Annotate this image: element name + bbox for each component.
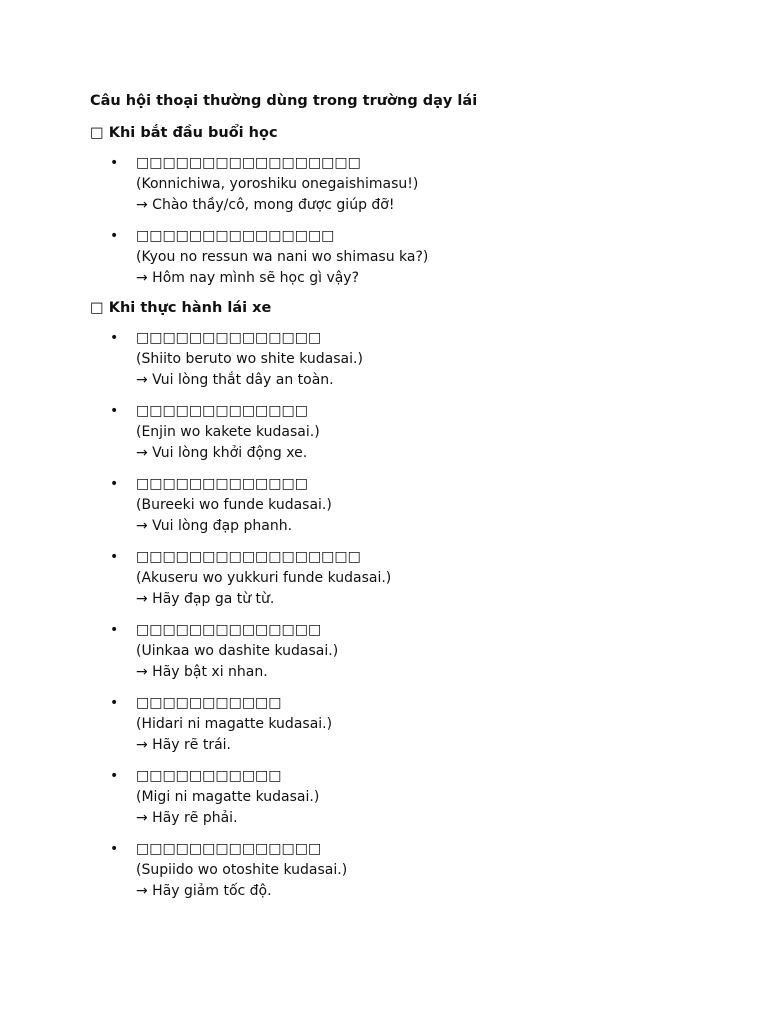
- bullet-icon: •: [110, 403, 119, 419]
- bullet-icon: •: [110, 622, 119, 638]
- japanese-phrase: □□□□□□□□□□□□□□: [136, 622, 322, 638]
- japanese-phrase: □□□□□□□□□□□□□: [136, 403, 308, 419]
- romaji-text: (Kyou no ressun wa nani wo shimasu ka?): [136, 249, 429, 265]
- list-item: [90, 693, 710, 756]
- japanese-phrase: □□□□□□□□□□□□□: [136, 476, 308, 492]
- romaji-text: (Supiido wo otoshite kudasai.): [136, 862, 348, 878]
- phrase-list-start-lesson: [90, 153, 710, 289]
- romaji-text: (Uinkaa wo dashite kudasai.): [136, 643, 339, 659]
- bullet-icon: •: [110, 549, 119, 565]
- list-item: [90, 226, 710, 289]
- vietnamese-translation: → Vui lòng thắt dây an toàn.: [136, 372, 334, 388]
- bullet-icon: •: [110, 841, 119, 857]
- japanese-phrase: □□□□□□□□□□□: [136, 695, 282, 711]
- japanese-phrase: □□□□□□□□□□□□□□: [136, 330, 322, 346]
- romaji-text: (Shiito beruto wo shite kudasai.): [136, 351, 363, 367]
- romaji-text: (Akuseru wo yukkuri funde kudasai.): [136, 570, 392, 586]
- japanese-phrase: □□□□□□□□□□□□□□□: [136, 228, 335, 244]
- japanese-phrase: □□□□□□□□□□□□□□□□□: [136, 155, 361, 171]
- romaji-text: (Enjin wo kakete kudasai.): [136, 424, 320, 440]
- vietnamese-translation: → Hãy đạp ga từ từ.: [136, 591, 275, 607]
- document-body: [90, 90, 710, 912]
- romaji-text: (Bureeki wo funde kudasai.): [136, 497, 332, 513]
- romaji-text: (Hidari ni magatte kudasai.): [136, 716, 333, 732]
- phrase-list-driving-practice: [90, 328, 710, 902]
- section-heading-start-lesson: □ Khi bắt đầu buổi học: [90, 125, 278, 141]
- list-item: [90, 328, 710, 391]
- bullet-icon: •: [110, 768, 119, 784]
- list-item: [90, 153, 710, 216]
- romaji-text: (Konnichiwa, yoroshiku onegaishimasu!): [136, 176, 419, 192]
- bullet-icon: •: [110, 695, 119, 711]
- list-item: [90, 839, 710, 902]
- bullet-icon: •: [110, 476, 119, 492]
- vietnamese-translation: → Vui lòng đạp phanh.: [136, 518, 293, 534]
- vietnamese-translation: → Hãy rẽ trái.: [136, 737, 232, 753]
- list-item: [90, 547, 710, 610]
- bullet-icon: •: [110, 228, 119, 244]
- vietnamese-translation: → Hãy giảm tốc độ.: [136, 883, 272, 899]
- bullet-icon: •: [110, 330, 119, 346]
- japanese-phrase: □□□□□□□□□□□□□□□□□: [136, 549, 361, 565]
- vietnamese-translation: → Hãy rẽ phải.: [136, 810, 238, 826]
- vietnamese-translation: → Hãy bật xi nhan.: [136, 664, 268, 680]
- section-heading-driving-practice: □ Khi thực hành lái xe: [90, 300, 272, 316]
- list-item: [90, 766, 710, 829]
- japanese-phrase: □□□□□□□□□□□□□□: [136, 841, 322, 857]
- list-item: [90, 401, 710, 464]
- vietnamese-translation: → Hôm nay mình sẽ học gì vậy?: [136, 270, 360, 286]
- list-item: [90, 620, 710, 683]
- list-item: [90, 474, 710, 537]
- japanese-phrase: □□□□□□□□□□□: [136, 768, 282, 784]
- romaji-text: (Migi ni magatte kudasai.): [136, 789, 320, 805]
- vietnamese-translation: → Chào thầy/cô, mong được giúp đỡ!: [136, 197, 395, 213]
- bullet-icon: •: [110, 155, 119, 171]
- vietnamese-translation: → Vui lòng khởi động xe.: [136, 445, 308, 461]
- document-title: Câu hội thoại thường dùng trong trường dạy lái: [90, 93, 478, 109]
